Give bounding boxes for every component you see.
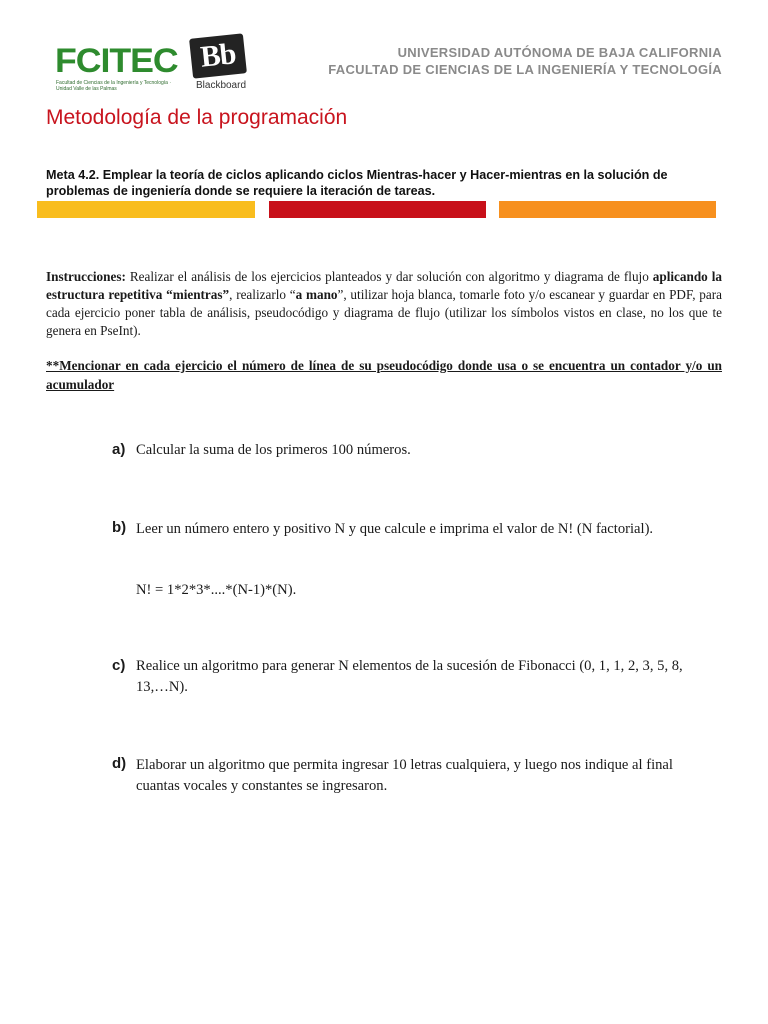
exercise-b-text: Leer un número entero y positivo N y que calcule e imprima el valor de N! (N factorial). — [136, 521, 654, 537]
instructions-label: Instrucciones: — [46, 269, 126, 284]
blackboard-logo-mark: Bb — [189, 33, 247, 78]
exercise-c-text: Realice un algoritmo para generar N elementos de la sucesión de Fibonacci (0, 1, 1, 2, 3, 5, 8, 13,…N). — [136, 658, 683, 695]
fcitec-logo-text: FCITEC — [55, 42, 178, 80]
course-title: Metodología de la programación — [46, 106, 348, 129]
instructions-text-2: , realizarlo “ — [229, 287, 296, 302]
counter-note: **Mencionar en cada ejercicio el número de línea de su pseudocódigo donde usa o se encuentra un contador y/o un acumulador — [46, 358, 722, 392]
blackboard-logo — [189, 36, 253, 96]
university-name: UNIVERSIDAD AUTÓNOMA DE BAJA CALIFORNIA — [397, 45, 722, 60]
exercise-a-letter: a) — [112, 441, 126, 458]
exercise-c-letter: c) — [112, 657, 126, 674]
yellow-divider-bar — [37, 201, 255, 218]
red-divider-bar — [269, 201, 486, 218]
instructions-paragraph — [46, 268, 722, 340]
exercise-a-text: Calcular la suma de los primeros 100 números. — [136, 442, 411, 458]
exercise-d-text: Elaborar un algoritmo que permita ingresar 10 letras cualquiera, y luego nos indique al final cuantas vocales y constantes se ingresaron. — [136, 757, 673, 794]
instructions-bold-2: a mano — [295, 287, 338, 302]
exercise-d-letter: d) — [112, 755, 127, 772]
exercise-b-formula: N! = 1*2*3*....*(N-1)*(N). — [136, 582, 297, 598]
instructions-text-1: Realizar el análisis de los ejercicios planteados y dar solución con algoritmo y diagrama de flujo — [125, 269, 653, 284]
blackboard-logo-text: Blackboard — [195, 80, 247, 91]
fcitec-logo-subtitle: Facultad de Ciencias de la Ingeniería y Tecnología · Unidad Valle de las Palmas — [56, 80, 171, 92]
instructions-bold-1: aplicando la estructura repetitiva “mientras” — [46, 269, 722, 302]
exercise-b-letter: b) — [112, 519, 127, 536]
instructions-text-3: ”, utilizar hoja blanca, tomarle foto y/o escanear y guardar en PDF, para cada ejercicio poner tabla de análisis, pseudocódigo y diagrama de flujo (utilizar los símbolos vistos en clase, no los que te genera en PseInt). — [46, 287, 722, 338]
faculty-name: FACULTAD DE CIENCIAS DE LA INGENIERÍA Y TECNOLOGÍA — [328, 62, 722, 77]
fcitec-logo — [55, 42, 180, 98]
institution-header — [328, 44, 722, 78]
goal-statement: Meta 4.2. Emplear la teoría de ciclos aplicando ciclos Mientras-hacer y Hacer-mientras en la solución de problemas de ingeniería donde se requiere la iteración de tareas. — [46, 168, 668, 198]
orange-divider-bar — [499, 201, 716, 218]
